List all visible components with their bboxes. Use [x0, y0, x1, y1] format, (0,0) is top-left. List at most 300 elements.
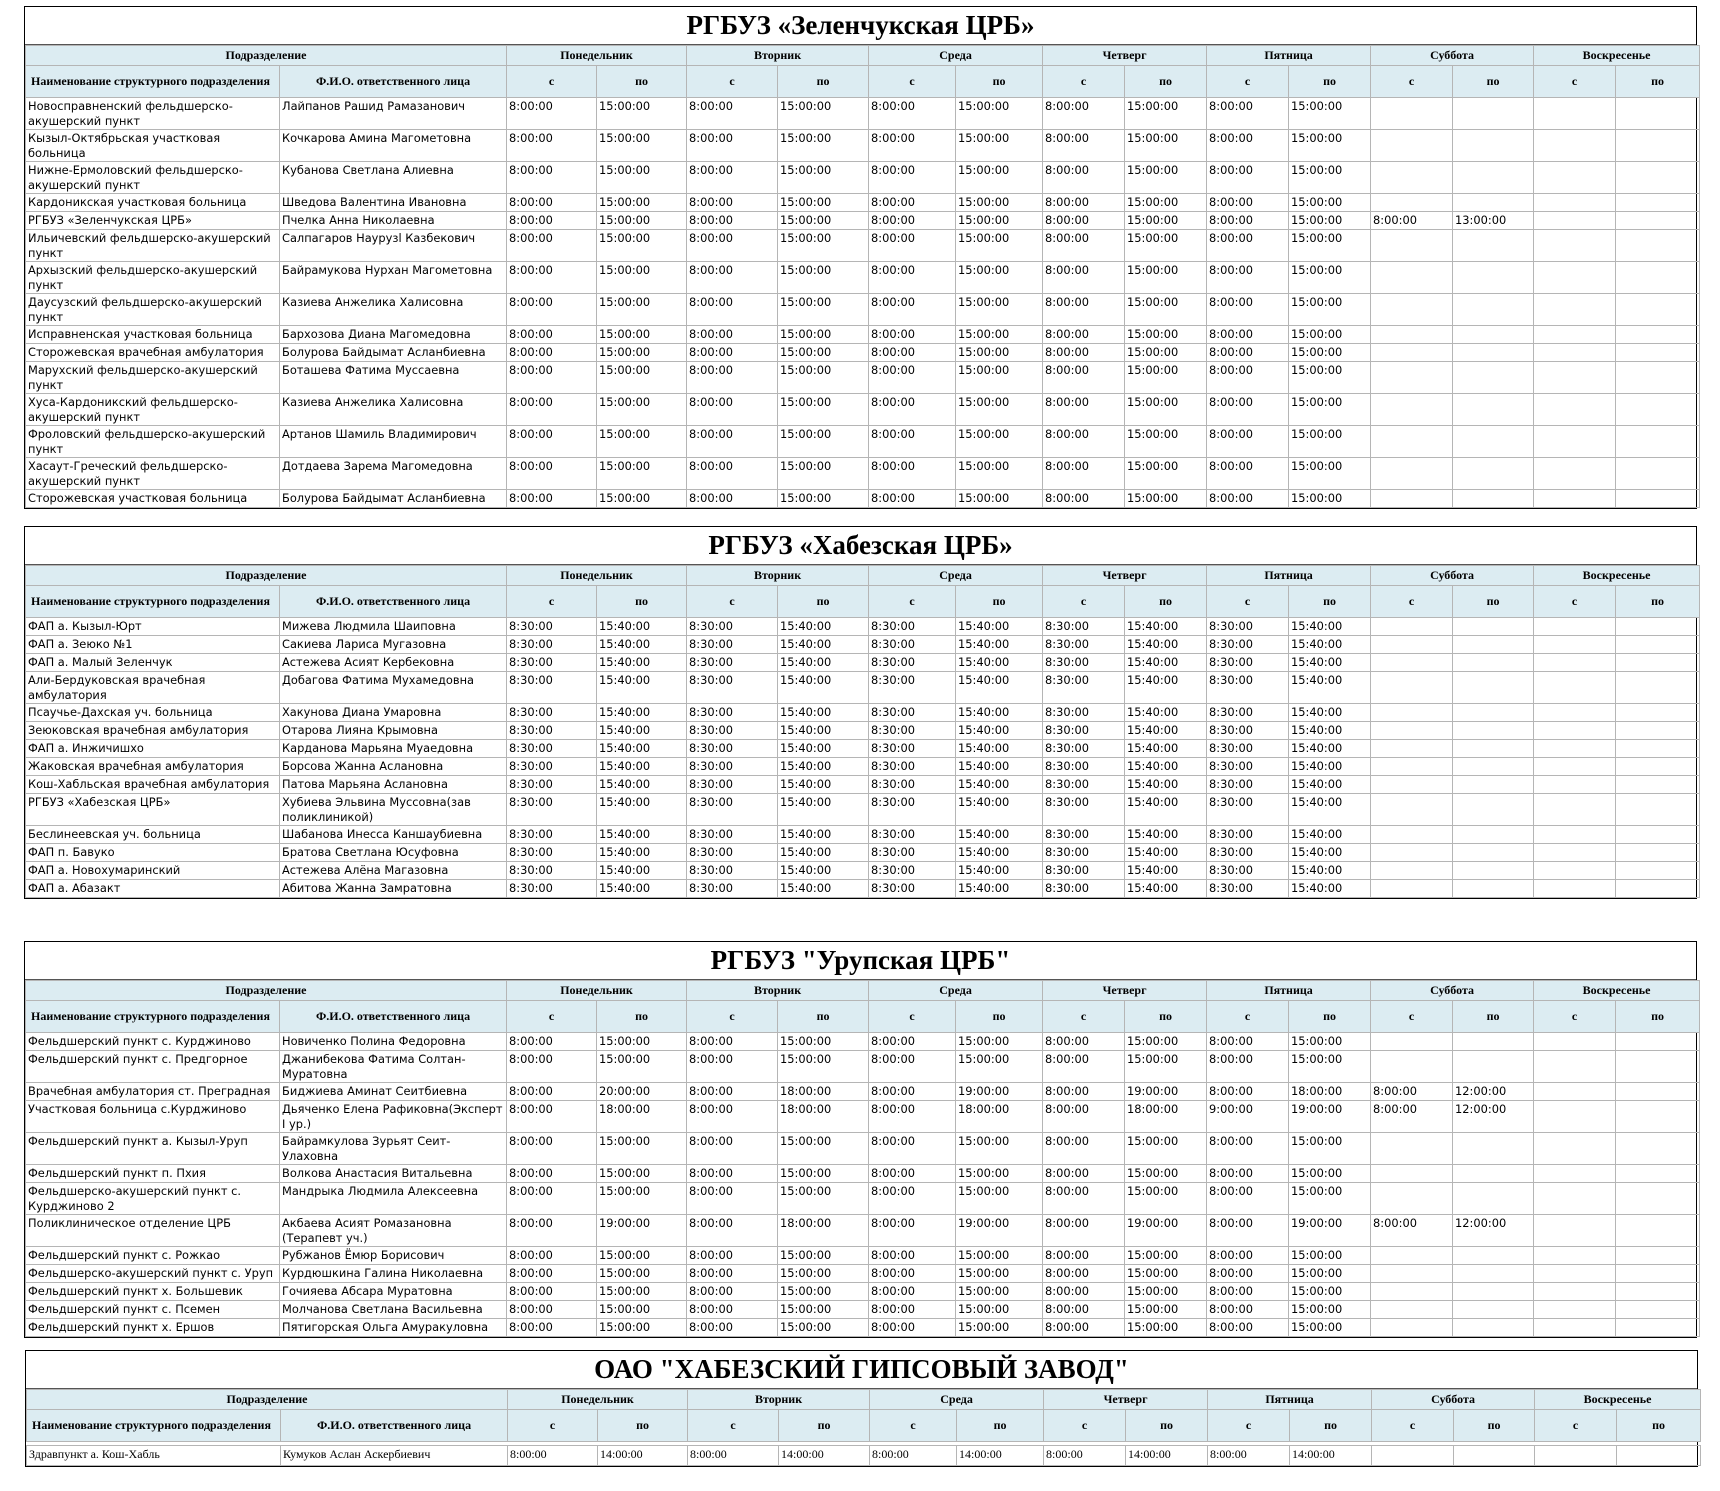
cell-time-from: 8:00:00: [1043, 1101, 1125, 1133]
header-to: по: [778, 586, 869, 618]
cell-time-to: [1616, 862, 1700, 880]
cell-responsible-person: Астежева Алёна Магазовна: [280, 862, 507, 880]
cell-responsible-person: Борсова Жанна Аслановна: [280, 758, 507, 776]
cell-time-to: 15:40:00: [1289, 862, 1371, 880]
header-from: с: [1208, 1410, 1290, 1442]
cell-time-from: 8:00:00: [687, 362, 778, 394]
table-row: [26, 1033, 1700, 1051]
cell-responsible-person: Рубжанов Ёмюр Борисович: [280, 1247, 507, 1265]
cell-time-to: [1616, 618, 1700, 636]
cell-time-from: [1534, 740, 1616, 758]
cell-time-to: 15:40:00: [597, 636, 687, 654]
cell-time-from: 8:30:00: [1207, 704, 1289, 722]
cell-subdivision-name: Исправненская участковая больница: [26, 326, 280, 344]
cell-time-to: 15:00:00: [778, 458, 869, 490]
cell-time-to: 15:00:00: [597, 162, 687, 194]
cell-time-to: 15:00:00: [956, 194, 1043, 212]
cell-time-to: 15:00:00: [1289, 262, 1371, 294]
cell-time-to: 15:40:00: [956, 776, 1043, 794]
cell-time-to: [1453, 1051, 1534, 1083]
cell-time-to: 15:40:00: [956, 636, 1043, 654]
cell-time-from: 8:30:00: [1207, 776, 1289, 794]
cell-time-from: [1534, 794, 1616, 826]
cell-time-to: [1453, 1183, 1534, 1215]
cell-time-from: [1534, 344, 1616, 362]
cell-time-from: [1371, 98, 1453, 130]
header-to: по: [1125, 1001, 1207, 1033]
cell-time-to: 15:40:00: [778, 758, 869, 776]
cell-time-from: 8:00:00: [687, 1101, 778, 1133]
cell-time-to: [1453, 1133, 1534, 1165]
cell-time-from: 8:00:00: [1043, 344, 1125, 362]
cell-time-from: 8:30:00: [1043, 844, 1125, 862]
header-to: по: [956, 66, 1043, 98]
header-to: по: [598, 1410, 688, 1442]
header-row-days: [26, 981, 1700, 1001]
cell-time-to: 15:00:00: [1125, 262, 1207, 294]
cell-time-to: 15:00:00: [778, 1265, 869, 1283]
table-row: [26, 880, 1700, 898]
cell-time-to: [1453, 740, 1534, 758]
cell-time-to: 15:00:00: [778, 326, 869, 344]
table-row: [26, 426, 1700, 458]
cell-responsible-person: Шабанова Инесса Каншаубиевна: [280, 826, 507, 844]
cell-time-to: 15:40:00: [1125, 636, 1207, 654]
cell-time-to: [1616, 490, 1700, 508]
cell-time-from: 8:00:00: [1207, 130, 1289, 162]
cell-time-from: 8:30:00: [1207, 672, 1289, 704]
cell-time-from: [1371, 722, 1453, 740]
header-to: по: [1289, 1001, 1371, 1033]
block-khabezskaya: [24, 526, 1697, 899]
cell-time-to: 15:00:00: [1289, 230, 1371, 262]
header-day: Вторник: [687, 46, 869, 66]
header-to: по: [1125, 66, 1207, 98]
cell-time-from: 8:30:00: [869, 862, 956, 880]
cell-time-to: 15:40:00: [1289, 826, 1371, 844]
cell-time-to: [1616, 1083, 1700, 1101]
header-row-days: [27, 1390, 1701, 1410]
cell-time-to: [1453, 1033, 1534, 1051]
cell-time-from: [1371, 672, 1453, 704]
cell-time-to: 18:00:00: [1125, 1101, 1207, 1133]
cell-time-to: 15:00:00: [1125, 362, 1207, 394]
cell-time-from: 8:00:00: [507, 344, 597, 362]
cell-time-to: 15:40:00: [597, 794, 687, 826]
cell-time-to: 15:00:00: [778, 1247, 869, 1265]
cell-time-from: 8:00:00: [687, 1301, 778, 1319]
cell-time-to: [1453, 362, 1534, 394]
cell-time-from: 8:00:00: [507, 212, 597, 230]
header-subdivision: Подразделение: [26, 981, 507, 1001]
cell-time-from: 8:00:00: [869, 1283, 956, 1301]
cell-time-to: [1453, 722, 1534, 740]
cell-time-from: [1534, 672, 1616, 704]
cell-time-to: [1616, 740, 1700, 758]
cell-time-to: 15:00:00: [1125, 212, 1207, 230]
cell-time-from: 8:00:00: [1043, 1183, 1125, 1215]
cell-time-to: 15:40:00: [1289, 880, 1371, 898]
schedule-table: [26, 1389, 1701, 1466]
header-from: с: [1207, 66, 1289, 98]
cell-time-to: [1454, 1446, 1535, 1466]
header-name-col: Наименование структурного подразделения: [26, 586, 280, 618]
cell-time-to: [1453, 130, 1534, 162]
cell-responsible-person: Казиева Анжелика Халисовна: [280, 294, 507, 326]
cell-subdivision-name: Хуса-Кардоникский фельдшерско-акушерский пункт: [26, 394, 280, 426]
header-from: с: [508, 1410, 598, 1442]
cell-time-from: 8:00:00: [869, 1133, 956, 1165]
cell-time-from: [1371, 344, 1453, 362]
cell-time-from: [1534, 880, 1616, 898]
cell-subdivision-name: Зеюковская врачебная амбулатория: [26, 722, 280, 740]
cell-time-to: 19:00:00: [956, 1083, 1043, 1101]
cell-time-to: 15:00:00: [956, 294, 1043, 326]
cell-time-from: 8:00:00: [1207, 1033, 1289, 1051]
cell-time-to: 14:00:00: [1126, 1446, 1208, 1466]
cell-time-to: 18:00:00: [778, 1101, 869, 1133]
cell-time-from: 8:00:00: [1207, 1133, 1289, 1165]
cell-time-to: 15:40:00: [1289, 794, 1371, 826]
cell-time-to: 15:00:00: [956, 426, 1043, 458]
cell-responsible-person: Кочкарова Амина Магометовна: [280, 130, 507, 162]
cell-time-to: 15:40:00: [597, 758, 687, 776]
cell-time-from: 8:00:00: [1043, 326, 1125, 344]
cell-time-to: 15:00:00: [1289, 294, 1371, 326]
cell-time-to: 15:00:00: [1289, 1283, 1371, 1301]
cell-time-from: 8:30:00: [507, 880, 597, 898]
cell-time-to: [1453, 458, 1534, 490]
cell-time-from: 8:30:00: [869, 740, 956, 758]
cell-time-to: 15:40:00: [778, 654, 869, 672]
cell-subdivision-name: Фельдшерский пункт а. Кызыл-Уруп: [26, 1133, 280, 1165]
cell-time-from: [1534, 362, 1616, 394]
cell-time-from: [1534, 862, 1616, 880]
header-day: Вторник: [687, 981, 869, 1001]
cell-time-to: 15:00:00: [778, 98, 869, 130]
cell-time-to: 15:40:00: [597, 654, 687, 672]
cell-time-to: 15:40:00: [1289, 844, 1371, 862]
cell-time-from: [1534, 776, 1616, 794]
cell-time-to: 15:40:00: [1125, 704, 1207, 722]
cell-time-from: 8:30:00: [1043, 880, 1125, 898]
cell-time-from: 8:00:00: [1043, 212, 1125, 230]
cell-subdivision-name: Кардоникская участковая больница: [26, 194, 280, 212]
cell-time-from: 8:00:00: [1043, 262, 1125, 294]
cell-responsible-person: Дотдаева Зарема Магомедовна: [280, 458, 507, 490]
cell-time-from: 8:30:00: [1207, 844, 1289, 862]
cell-time-from: 8:00:00: [1371, 1083, 1453, 1101]
cell-time-to: 15:00:00: [597, 230, 687, 262]
cell-time-from: 8:00:00: [687, 1283, 778, 1301]
cell-time-to: 15:00:00: [1125, 1265, 1207, 1283]
cell-time-from: 8:00:00: [507, 162, 597, 194]
header-day: Среда: [869, 566, 1043, 586]
cell-responsible-person: Акбаева Асият Ромазановна (Терапевт уч.): [280, 1215, 507, 1247]
cell-time-to: 18:00:00: [778, 1215, 869, 1247]
cell-time-from: 8:00:00: [1043, 130, 1125, 162]
cell-time-to: [1616, 458, 1700, 490]
block-title: РГБУЗ "Урупская ЦРБ": [25, 942, 1696, 980]
cell-time-to: [1453, 426, 1534, 458]
header-from: с: [507, 1001, 597, 1033]
cell-subdivision-name: ФАП а. Абазакт: [26, 880, 280, 898]
cell-time-from: 8:30:00: [869, 654, 956, 672]
cell-time-from: 8:30:00: [687, 672, 778, 704]
cell-time-to: 12:00:00: [1453, 1101, 1534, 1133]
header-day: Пятница: [1207, 981, 1371, 1001]
cell-time-to: 15:00:00: [956, 262, 1043, 294]
cell-time-to: [1616, 722, 1700, 740]
cell-time-from: 8:30:00: [687, 654, 778, 672]
cell-time-to: 15:40:00: [1125, 654, 1207, 672]
header-to: по: [1126, 1410, 1208, 1442]
cell-time-to: [1616, 344, 1700, 362]
cell-time-from: [1371, 1033, 1453, 1051]
cell-time-from: 8:00:00: [1207, 1247, 1289, 1265]
cell-time-from: [1371, 776, 1453, 794]
cell-time-to: [1453, 1247, 1534, 1265]
cell-responsible-person: Биджиева Аминат Сеитбиевна: [280, 1083, 507, 1101]
cell-time-from: 8:00:00: [1207, 194, 1289, 212]
cell-time-to: [1616, 844, 1700, 862]
cell-time-to: 18:00:00: [1289, 1083, 1371, 1101]
cell-time-from: [1534, 1165, 1616, 1183]
cell-time-to: [1453, 654, 1534, 672]
cell-time-to: 18:00:00: [956, 1101, 1043, 1133]
cell-time-to: 15:00:00: [778, 426, 869, 458]
block-gypsum-plant: [25, 1350, 1698, 1467]
cell-time-from: 8:00:00: [1207, 294, 1289, 326]
cell-time-from: 8:00:00: [1207, 426, 1289, 458]
table-row: [26, 98, 1700, 130]
block-title: РГБУЗ «Зеленчукская ЦРБ»: [25, 7, 1696, 45]
cell-time-from: 8:00:00: [687, 1183, 778, 1215]
cell-time-to: 14:00:00: [598, 1446, 688, 1466]
cell-time-from: 8:00:00: [687, 326, 778, 344]
header-from: с: [1534, 586, 1616, 618]
cell-responsible-person: Отарова Лияна Крымовна: [280, 722, 507, 740]
cell-time-to: 12:00:00: [1453, 1215, 1534, 1247]
cell-time-from: 8:00:00: [869, 194, 956, 212]
cell-responsible-person: Астежева Асият Кербековна: [280, 654, 507, 672]
cell-time-from: [1534, 426, 1616, 458]
cell-time-to: 15:40:00: [597, 776, 687, 794]
cell-time-from: [1534, 1101, 1616, 1133]
header-name-col: Наименование структурного подразделения: [26, 66, 280, 98]
cell-time-from: 8:00:00: [1207, 1051, 1289, 1083]
cell-responsible-person: Джанибекова Фатима Солтан-Муратовна: [280, 1051, 507, 1083]
header-day: Четверг: [1043, 566, 1207, 586]
cell-subdivision-name: Фельдшерский пункт х. Большевик: [26, 1283, 280, 1301]
cell-time-to: 15:00:00: [956, 326, 1043, 344]
cell-time-to: 15:00:00: [1125, 326, 1207, 344]
cell-time-from: 8:00:00: [507, 490, 597, 508]
table-row: [26, 1101, 1700, 1133]
cell-time-from: 8:00:00: [507, 458, 597, 490]
cell-time-to: 15:40:00: [778, 672, 869, 704]
cell-time-to: 15:40:00: [1289, 704, 1371, 722]
cell-time-from: 8:00:00: [688, 1446, 779, 1466]
cell-responsible-person: Патова Марьяна Аслановна: [280, 776, 507, 794]
cell-time-from: 8:00:00: [869, 294, 956, 326]
cell-time-from: [1534, 1265, 1616, 1283]
header-day: Вторник: [687, 566, 869, 586]
cell-time-to: [1453, 394, 1534, 426]
cell-responsible-person: Новиченко Полина Федоровна: [280, 1033, 507, 1051]
cell-time-from: 8:30:00: [507, 704, 597, 722]
cell-time-to: 15:40:00: [1289, 722, 1371, 740]
cell-time-from: 8:00:00: [687, 230, 778, 262]
cell-time-from: [1534, 1301, 1616, 1319]
cell-time-from: 8:00:00: [1044, 1446, 1126, 1466]
table-row: [26, 490, 1700, 508]
cell-time-to: [1453, 1283, 1534, 1301]
header-subdivision: Подразделение: [26, 566, 507, 586]
cell-time-from: [1371, 194, 1453, 212]
cell-responsible-person: Кубанова Светлана Алиевна: [280, 162, 507, 194]
cell-subdivision-name: Фельдшерский пункт х. Ершов: [26, 1319, 280, 1337]
cell-time-to: 15:40:00: [597, 844, 687, 862]
cell-subdivision-name: Фельдшерский пункт с. Псемен: [26, 1301, 280, 1319]
cell-subdivision-name: РГБУЗ «Зеленчукская ЦРБ»: [26, 212, 280, 230]
cell-time-from: [1371, 490, 1453, 508]
cell-time-from: [1371, 1283, 1453, 1301]
cell-time-from: 8:00:00: [869, 1033, 956, 1051]
cell-time-to: 15:40:00: [956, 654, 1043, 672]
header-to: по: [1290, 1410, 1372, 1442]
cell-time-to: [1453, 326, 1534, 344]
cell-time-from: [1371, 262, 1453, 294]
cell-time-to: 15:00:00: [597, 212, 687, 230]
cell-time-from: 8:00:00: [507, 1165, 597, 1183]
cell-time-to: 15:00:00: [1289, 162, 1371, 194]
cell-time-from: 8:00:00: [1043, 1247, 1125, 1265]
table-row: [26, 394, 1700, 426]
cell-time-from: 8:00:00: [507, 194, 597, 212]
cell-time-to: 15:00:00: [1125, 1051, 1207, 1083]
cell-subdivision-name: ФАП а. Инжичишхо: [26, 740, 280, 758]
cell-time-from: 8:00:00: [687, 1215, 778, 1247]
cell-responsible-person: Молчанова Светлана Васильевна: [280, 1301, 507, 1319]
cell-time-to: 15:00:00: [1289, 1051, 1371, 1083]
cell-time-to: 15:40:00: [778, 844, 869, 862]
cell-time-to: [1453, 672, 1534, 704]
cell-time-to: 15:00:00: [1125, 426, 1207, 458]
cell-time-to: 15:40:00: [1125, 740, 1207, 758]
cell-time-to: [1616, 98, 1700, 130]
cell-time-to: 15:00:00: [1125, 98, 1207, 130]
cell-time-from: [1371, 654, 1453, 672]
schedule-table: [25, 565, 1700, 898]
cell-time-from: 8:00:00: [869, 490, 956, 508]
cell-time-to: 15:00:00: [1125, 162, 1207, 194]
cell-time-to: 15:00:00: [1289, 458, 1371, 490]
cell-time-from: 8:30:00: [1043, 758, 1125, 776]
cell-time-to: [1453, 344, 1534, 362]
cell-time-from: 8:30:00: [507, 618, 597, 636]
header-from: с: [688, 1410, 779, 1442]
table-row: [26, 162, 1700, 194]
header-from: с: [507, 586, 597, 618]
cell-time-from: 8:00:00: [1207, 1083, 1289, 1101]
table-row: [26, 1183, 1700, 1215]
table-row: [26, 344, 1700, 362]
cell-time-to: 15:00:00: [956, 458, 1043, 490]
cell-time-to: [1616, 880, 1700, 898]
header-to: по: [1453, 66, 1534, 98]
table-row: [26, 294, 1700, 326]
cell-time-from: 8:30:00: [507, 654, 597, 672]
cell-time-from: 8:00:00: [1208, 1446, 1290, 1466]
cell-time-from: 8:00:00: [507, 98, 597, 130]
cell-time-from: [1371, 230, 1453, 262]
cell-time-to: [1453, 294, 1534, 326]
header-subdivision: Подразделение: [26, 46, 507, 66]
cell-time-to: 15:00:00: [1125, 344, 1207, 362]
cell-time-from: 8:00:00: [1043, 98, 1125, 130]
cell-time-to: 15:40:00: [956, 740, 1043, 758]
cell-responsible-person: Пятигорская Ольга Амуракуловна: [280, 1319, 507, 1337]
cell-responsible-person: Дьяченко Елена Рафиковна(Эксперт I ур.): [280, 1101, 507, 1133]
cell-time-to: 15:40:00: [1289, 618, 1371, 636]
cell-time-from: [1534, 98, 1616, 130]
cell-responsible-person: Бархозова Диана Магомедовна: [280, 326, 507, 344]
table-row: [26, 704, 1700, 722]
cell-time-from: 8:00:00: [1207, 362, 1289, 394]
cell-time-to: 15:00:00: [597, 1247, 687, 1265]
cell-time-from: 8:00:00: [507, 1215, 597, 1247]
cell-time-from: 8:00:00: [1207, 230, 1289, 262]
cell-responsible-person: Салпагаров Наурузl Казбекович: [280, 230, 507, 262]
cell-time-from: 8:00:00: [1371, 212, 1453, 230]
header-day: Четверг: [1044, 1390, 1208, 1410]
cell-responsible-person: Кумуков Аслан Аскербиевич: [281, 1446, 508, 1466]
cell-time-from: 8:00:00: [869, 362, 956, 394]
cell-time-from: [1371, 758, 1453, 776]
cell-time-to: 15:00:00: [1125, 294, 1207, 326]
cell-time-from: [1534, 1033, 1616, 1051]
cell-time-to: 15:00:00: [956, 98, 1043, 130]
cell-time-to: [1616, 362, 1700, 394]
table-row: [26, 844, 1700, 862]
cell-subdivision-name: Али-Бердуковская врачебная амбулатория: [26, 672, 280, 704]
cell-time-from: 8:00:00: [869, 394, 956, 426]
cell-time-to: [1453, 98, 1534, 130]
header-row-columns: [26, 586, 1700, 618]
header-from: с: [1372, 1410, 1454, 1442]
cell-time-from: [1534, 1247, 1616, 1265]
cell-time-from: 8:00:00: [869, 344, 956, 362]
header-day: Понедельник: [508, 1390, 688, 1410]
cell-time-to: [1453, 844, 1534, 862]
cell-time-to: 15:00:00: [778, 262, 869, 294]
cell-time-from: 8:00:00: [1207, 1165, 1289, 1183]
cell-subdivision-name: Фельдшерско-акушерский пункт с. Курджиново 2: [26, 1183, 280, 1215]
cell-time-from: 8:30:00: [687, 776, 778, 794]
cell-time-to: 15:40:00: [597, 826, 687, 844]
cell-responsible-person: Мижева Людмила Шаиповна: [280, 618, 507, 636]
cell-time-from: 8:00:00: [507, 294, 597, 326]
header-from: с: [869, 66, 956, 98]
header-day: Пятница: [1207, 566, 1371, 586]
cell-time-to: 15:00:00: [1125, 490, 1207, 508]
cell-time-to: 15:00:00: [956, 1165, 1043, 1183]
header-from: с: [1371, 66, 1453, 98]
cell-time-to: 15:40:00: [1289, 636, 1371, 654]
cell-time-from: 8:00:00: [869, 1183, 956, 1215]
header-day: Среда: [870, 1390, 1044, 1410]
